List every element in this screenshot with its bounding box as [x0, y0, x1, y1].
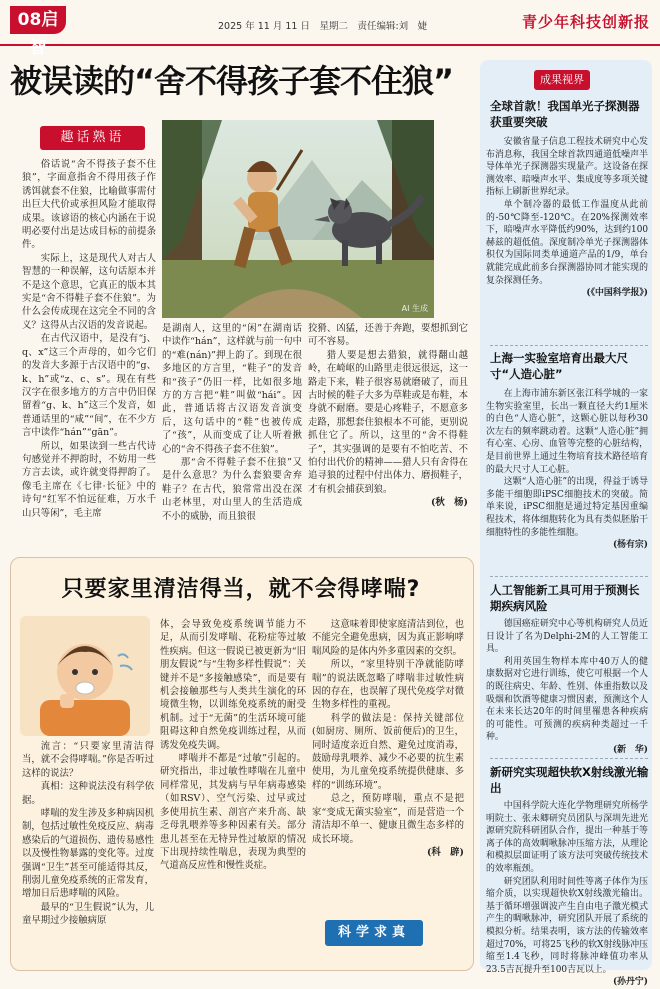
page-number-tab: 08启智 [10, 6, 66, 34]
news-paragraph: 利用英国生物样本库中40万人的健康数据对它进行训练，使它可根据一个人的既往病史、年龄、性别、体重指数以及吸烟和饮酒等健康习惯因素，预测这个人在未来长达20年的时间里罹患各种疾病的可能性。可预测的疾病种类超过一千种。 [486, 656, 648, 743]
article1-paragraph: 在古代汉语中，是没有“j、q、x”这三个声母的，如今它们的发音大多源于古汉语中的“g、k、h”或“z、c、s”。现在有些汉字在很多地方的方言中仍旧保留着“g、k、h”这三个发音，如普通话里的“咸”“间”，在不少方言中读作“hán”“gān”。 [22, 333, 156, 439]
news-headline: 上海一实验室培育出最大尺寸“人造心脏” [490, 351, 628, 381]
myth-paragraph: 所以，“家里特别干净就能防哮喘”的说法既忽略了哮喘非过敏性病因的存在，也误解了现代免疫学对微生物多样性的重视。 [312, 659, 464, 711]
myth-paragraph: 科学的做法是：保持关键部位(如厨房、厕所、饭前便后)的卫生，同时适度亲近自然、避免过度消毒，鼓励母乳喂养、减少不必要的抗生素使用，为儿童免疫系统提供健康、多样的“训练环境”。 [312, 712, 464, 791]
science-truth-tag: 科学求真 [325, 920, 423, 946]
article1-column-2 [162, 322, 302, 548]
page-header [0, 0, 660, 58]
article1-paragraph: 实际上，这是现代人对古人智慧的一种误解，这句话原本并不是这个意思，它真正的版本其实是“舍不得鞋子套不住狼”。为什么会传成现在这完全不同的含义？这得从古汉语的发音说起。 [22, 252, 156, 331]
news-body [486, 618, 648, 754]
article1-column-1 [22, 158, 156, 548]
myth-author: (科 辟) [427, 846, 464, 858]
myth-column-2 [160, 618, 306, 952]
news-source: (《中国科学报》) [586, 288, 648, 299]
myth-box-title: 只要家里清洁得当，就不会得哮喘? [61, 577, 421, 602]
myth-column-3 [312, 618, 464, 918]
article1-paragraph: 狡猾、凶猛，还善于奔跑，要想抓到它可不容易。 [308, 323, 468, 348]
news-paragraph: 在上海市浦东新区张江科学城的一家生物实验室里，长出一颗直径大约1厘米的白色“人造心脏”，这颗心脏以每秒30次左右的频率跳动着。这颗“人造心脏”拥有心室、心房、血管等完整的心脏结构，是目前世界上通过生物培育技术路径培育的最大尺寸人工心脏。 [486, 389, 648, 475]
date-line: 2025 年 11 月 11 日 星期二 责任编辑:刘 婕 [218, 21, 428, 32]
article1-paragraph: 猎人要是想去猎狼，就得翻山越岭，在崎岖的山路里走很远很远，这一路走下来，鞋子很容易就磨破了，而且古时候的鞋子大多为草鞋或是布鞋，本身就不耐磨。要是心疼鞋子，不愿意多走路，那想套住狼根本不可能，更别说抓住它了。所以，这里的“舍不得鞋子”，其实强调的是要有不怕吃苦、不怕付出代价的精神——猎人只有舍得在追寻狼的过程中付出体力、磨损鞋子，才有机会捕获到狼。 [308, 349, 468, 495]
news-headline: 新研究实现超快软X射线激光输出 [490, 765, 649, 795]
news-divider [490, 758, 648, 759]
article1-paragraph: 那“舍不得鞋子套不住狼”又是什么意思？为什么套狼要舍弃鞋子？在古代，狼常常出没在深山老林里，对山里人的生活造成不小的威胁，而且狼很 [162, 457, 302, 522]
news-source: (新 华) [612, 744, 648, 755]
news-paragraph: 安徽省量子信息工程技术研究中心发布消息称，我国全球首款四通道低噪声半导体单光子探测器实现量产。这设备在探测效率、暗噪声水平、集成度等多项关键指标上刷新世界纪录。 [486, 137, 648, 198]
news-source: (杨有宗) [612, 540, 648, 551]
myth-column-1 [22, 740, 154, 940]
news-headline: 人工智能新工具可用于预测长期疾病风险 [490, 583, 640, 613]
section-tag: 趣话熟语 [40, 126, 145, 150]
news-headline: 全球首款！我国单光子探测器获重要突破 [490, 99, 640, 129]
news-paragraph: 中国科学院大连化学物理研究所杨学明院士、张未卿研究员团队与深圳先进光源研究院科研团队合作，提出一种基于等离子体的高效啁啾脉冲压缩方法，从理论和模拟层面证明了该方法可突破传统技术的效率瓶颈。 [486, 801, 648, 874]
forest-scene-icon [162, 120, 434, 318]
article1-author: (秋 杨) [431, 497, 468, 509]
main-headline: 被误读的“舍不得孩子套不住狼” [10, 62, 454, 100]
news-paragraph: 单个制冷器的最低工作温度从此前的-50℃降至-120℃。在20%探测效率下，暗噪声水平降低约90%，达到约100赫兹的超低值。深度制冷单光子探测器体积仅为国际同类单通道产品的1/9，单台就能完成此前多台探测器协同才能实现的复杂探测任务。 [486, 199, 648, 286]
article1-paragraph: 是湖南人，这里的“闲”在湖南话中读作“hán”，这样就与前一句中的“难(nán)”押上韵了。到现在很多地区的方言里，“鞋子”的发音和“孩子”仍旧一样，比如很多地方的方言把“鞋”叫做“hái”。因此，普通话将古汉语发音演变后，这句话中的“鞋”也被传成了“孩”，从而变成了让人听着揪心的“舍不得孩子套不住狼”。 [162, 323, 302, 455]
news-paragraph: 研究团队利用时间性等离子体作为压缩介质，以实现超快软X射线激光输出。基于循环增强调波产生自由电子激光模式产生的啁啾脉冲，研究团队开展了系统的模拟分析。结果表明，该方法的传输效率超过70%，可将25飞秒的软X射线脉冲压缩至1.4飞秒，同时将脉冲峰值功率从23.5吉瓦提升至100吉瓦以上。 [486, 876, 648, 975]
myth-paragraph: 真相：这种说法没有科学依据。 [22, 781, 154, 806]
myth-paragraph: 总之，预防哮喘，重点不是把家“变成无菌实验室”，而是营造一个清洁却不单一、健康且微生态多样的成长环境。 [312, 793, 464, 845]
hunter-chasing-wolf-illustration [162, 120, 434, 318]
sidebar-section-title-text: 成果视界 [534, 70, 590, 90]
article1-column-3 [308, 322, 468, 548]
news-body [486, 136, 648, 342]
myth-paragraph: 体，会导致免疫系统调节能力不足，从而引发哮喘、花粉症等过敏性疾病。但这一假说已被更新为“旧朋友假说”与“生物多样性假说”：关键并不是“多接触感染”，而是要有机会接触那些与人类共生演化的环境微生物，以训练免疫系统的耐受机制。过于“无菌”的生活环境可能阻碍这种自然免疫训练过程，从而诱发免疫失调。 [160, 619, 306, 751]
news-source: (孙丹宁) [612, 977, 648, 988]
sidebar-section-title [534, 68, 634, 90]
myth-paragraph: 哮喘的发生涉及多种病因机制，包括过敏性免疫反应、病毒感染后的气道损伤、遗传易感性以及慢性物暴露的变化等。过度强调“卫生”甚至可能适得其反，削弱儿童免疫系统的正常发育，增加日后患哮喘的风险。 [22, 808, 154, 900]
article1-paragraph: 俗话说“舍不得孩子套不住狼”，字面意指舍不得用孩子作诱饵就套不住狼，比喻做事需付出巨大代价或承担风险才能取得成果。该谚语的核心内涵在于说明必要付出是达成目标的前提条件。 [22, 159, 156, 251]
news-divider [490, 345, 648, 346]
article1-paragraph: 所以，如果读到一些古代诗句感觉并不押韵时，不妨用一些方言去读，或许就变得押韵了。像毛主席在《七律·长征》中的诗句“红军不怕远征难，万水千山只等闲”，毛主席 [22, 440, 156, 519]
newspaper-brand: 青少年科技创新报 [521, 13, 650, 31]
myth-paragraph: 这意味着即使家庭清洁到位，也不能完全避免患病，因为真正影响哮喘风险的是体内外多重因素的交织。 [312, 619, 464, 657]
news-divider [490, 576, 648, 577]
news-paragraph: 这颗“人造心脏”的出现，得益于诱导多能干细胞即iPSC细胞技术的突破。简单来说，iPSC细胞是通过特定基因重编程技术，将体细胞转化为具有类似胚胎干细胞特性的多能性细胞。 [486, 477, 648, 538]
myth-paragraph: 流言：“只要家里清洁得当，就不会得哮喘。”你是否听过这样的说法？ [22, 741, 154, 779]
news-paragraph: 德国癌症研究中心等机构研究人员近日设计了名为Delphi-2M的人工智能工具。 [486, 619, 648, 655]
sneezing-child-illustration [20, 616, 150, 736]
myth-paragraph: 最早的“卫生假说”认为，儿童早期过少接触病原 [22, 901, 154, 927]
news-body [486, 800, 648, 988]
news-body [486, 388, 648, 572]
myth-paragraph: 哮喘并不都是“过敏”引起的。研究指出，非过敏性哮喘在儿童中同样常见，其发病与早年病毒感染（如RSV）、空气污染、过早或过多使用抗生素、剖宫产来升高、缺乏母乳喂养等多种因素有关。部分患儿甚至在无特异性过敏原的情况下出现持续性喘息，表现为典型的气道高反应性和慢性炎症。 [160, 753, 306, 872]
sneezing-child-icon [20, 616, 150, 736]
illustration-caption: AI 生成 [401, 304, 428, 313]
